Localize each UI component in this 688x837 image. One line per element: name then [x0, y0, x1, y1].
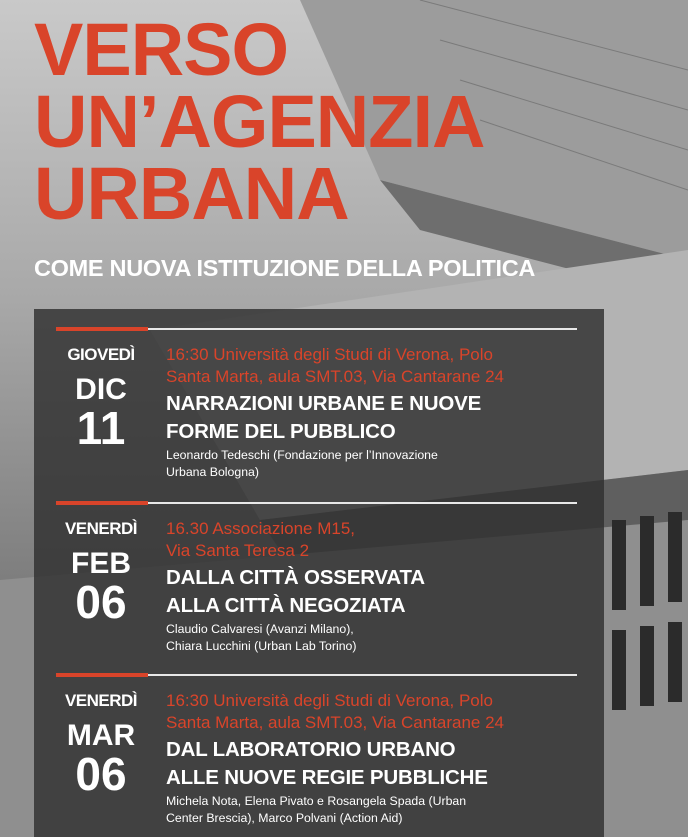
event-location-line: Via Santa Teresa 2: [166, 541, 310, 560]
event-heading-line: NARRAZIONI URBANE E NUOVE: [166, 392, 482, 415]
event-speakers-line: Chiara Lucchini (Urban Lab Torino): [166, 639, 357, 653]
divider-accent: [56, 501, 148, 505]
event-location: [166, 690, 596, 734]
event-day: 11: [76, 402, 126, 454]
event-heading: [166, 564, 596, 620]
event-month: DIC: [75, 373, 127, 406]
event-day: 06: [75, 576, 127, 628]
event-weekday: GIOVEDÌ: [67, 345, 135, 364]
event-date: [34, 519, 168, 649]
title-line: UN’AGENZIA: [34, 80, 485, 163]
event-date: [34, 691, 168, 821]
event-details: [166, 690, 596, 827]
event-item: [34, 673, 604, 837]
event-item: [34, 327, 604, 497]
event-speakers: [166, 793, 596, 827]
event-heading: [166, 736, 596, 792]
event-speakers-line: Leonardo Tedeschi (Fondazione per l’Innovazione: [166, 448, 438, 462]
event-speakers-line: Center Brescia), Marco Polvani (Action Aid): [166, 811, 403, 825]
event-heading: [166, 390, 596, 446]
event-location-line: 16:30 Università degli Studi di Verona, Polo: [166, 345, 493, 364]
event-heading-line: DALLA CITTÀ OSSERVATA: [166, 566, 425, 589]
event-heading-line: ALLE NUOVE REGIE PUBBLICHE: [166, 766, 488, 789]
divider: [148, 674, 577, 676]
event-location: [166, 518, 596, 562]
event-location-line: 16.30 Associazione M15,: [166, 519, 356, 538]
event-heading-line: ALLA CITTÀ NEGOZIATA: [166, 594, 406, 617]
poster-subtitle: COME NUOVA ISTITUZIONE DELLA POLITICA: [34, 255, 536, 281]
event-speakers-line: Claudio Calvaresi (Avanzi Milano),: [166, 622, 354, 636]
event-details: [166, 344, 596, 481]
divider: [148, 502, 577, 504]
event-location-line: 16:30 Università degli Studi di Verona, Polo: [166, 691, 493, 710]
event-details: [166, 518, 596, 655]
event-location-line: Santa Marta, aula SMT.03, Via Cantarane 24: [166, 367, 504, 386]
event-weekday: VENERDÌ: [64, 519, 138, 538]
event-speakers: [166, 447, 596, 481]
event-heading-line: DAL LABORATORIO URBANO: [166, 738, 456, 761]
event-speakers-line: Michela Nota, Elena Pivato e Rosangela Spada (Urban: [166, 794, 467, 808]
event-location-line: Santa Marta, aula SMT.03, Via Cantarane 24: [166, 713, 504, 732]
event-speakers-line: Urbana Bologna): [166, 465, 259, 479]
divider-accent: [56, 673, 148, 677]
event-location: [166, 344, 596, 388]
events-panel: [34, 309, 604, 837]
title-line: VERSO: [34, 8, 289, 91]
event-item: [34, 501, 604, 671]
poster-title: [34, 8, 485, 235]
divider: [148, 328, 577, 330]
event-day: 06: [75, 748, 127, 800]
event-month: FEB: [71, 547, 131, 580]
event-speakers: [166, 621, 596, 655]
divider-accent: [56, 327, 148, 331]
event-weekday: VENERDÌ: [64, 691, 138, 710]
event-date: [34, 345, 168, 475]
event-month: MAR: [66, 719, 136, 752]
title-line: URBANA: [34, 152, 349, 235]
event-heading-line: FORME DEL PUBBLICO: [166, 420, 396, 443]
